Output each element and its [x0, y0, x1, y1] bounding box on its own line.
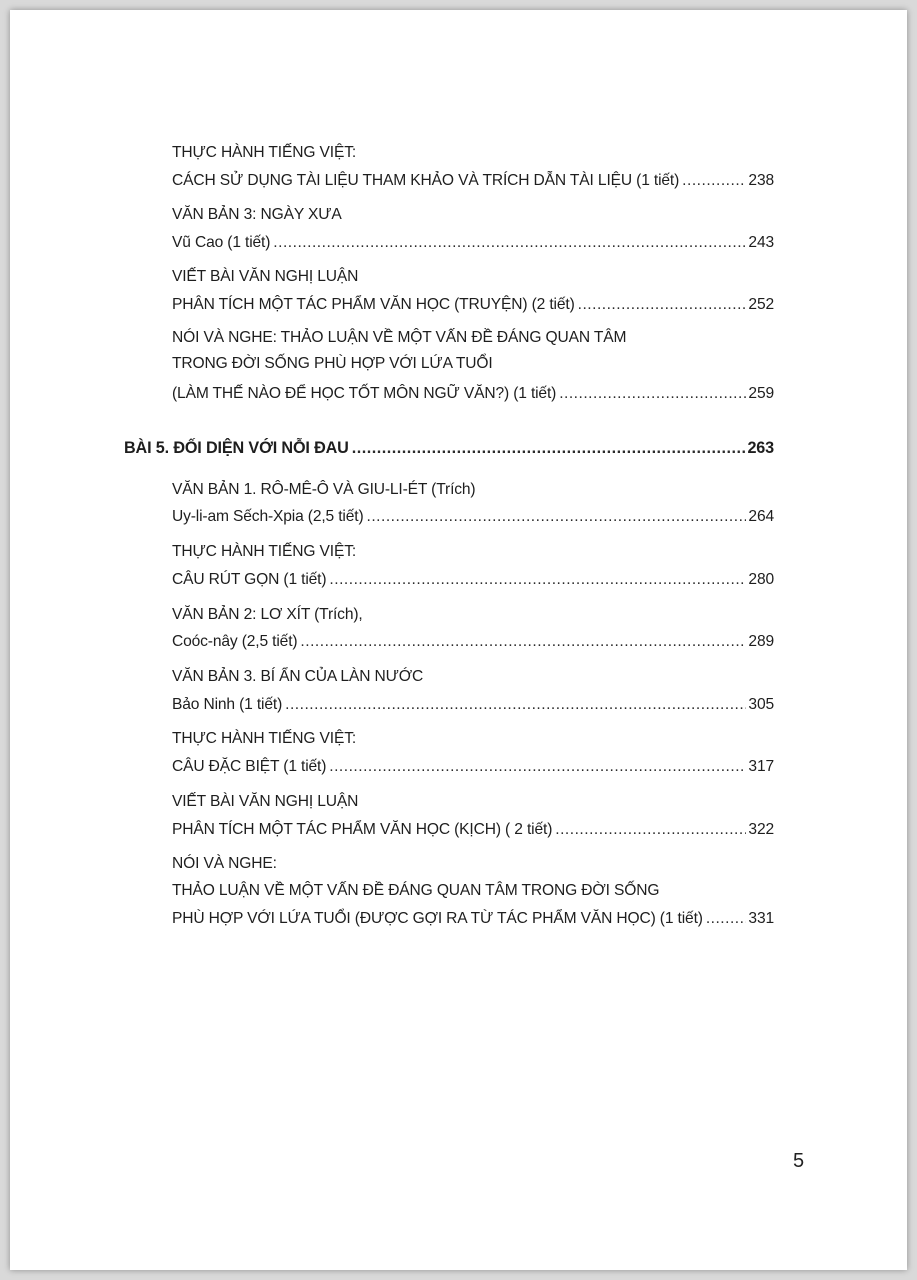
toc-entry: Uy-li-am Sếch-Xpia (2,5 tiết) ..... 264	[172, 506, 774, 528]
page-number: 5	[793, 1150, 805, 1172]
toc-heading: NÓI VÀ NGHE: THẢO LUẬN VỀ MỘT VẤN ĐỀ ĐÁNG QUAN TÂM	[172, 329, 627, 346]
toc-entry: Bảo Ninh (1 tiết) ..... 305	[172, 694, 774, 716]
toc-heading: THẢO LUẬN VỀ MỘT VẤN ĐỀ ĐÁNG QUAN TÂM TRONG ĐỜI SỐNG	[172, 882, 660, 899]
toc-heading: THỰC HÀNH TIẾNG VIỆT:	[172, 730, 357, 747]
toc-heading: THỰC HÀNH TIẾNG VIỆT:	[172, 543, 357, 560]
toc-entry: PHÙ HỢP VỚI LỨA TUỔI (ĐƯỢC GỢI RA TỪ TÁC PHẨM VĂN HỌC) (1 tiết) ..... 331	[172, 908, 774, 930]
table-of-contents	[10, 10, 907, 1270]
toc-entry: PHÂN TÍCH MỘT TÁC PHẨM VĂN HỌC (TRUYỆN) (2 tiết) ..... 252	[172, 294, 774, 316]
document-page	[10, 10, 907, 1270]
toc-entry: Coóc-nây (2,5 tiết) ..... 289	[172, 631, 774, 653]
toc-heading: VIẾT BÀI VĂN NGHỊ LUẬN	[172, 268, 359, 285]
toc-heading: VĂN BẢN 3. BÍ ẨN CỦA LÀN NƯỚC	[172, 668, 424, 685]
toc-entry: CÁCH SỬ DỤNG TÀI LIỆU THAM KHẢO VÀ TRÍCH DẪN TÀI LIỆU (1 tiết) ..... 238	[172, 170, 774, 192]
toc-heading: VĂN BẢN 2: LƠ XÍT (Trích),	[172, 606, 363, 623]
toc-entry: CÂU ĐẶC BIỆT (1 tiết) ..... 317	[172, 756, 774, 778]
toc-heading: TRONG ĐỜI SỐNG PHÙ HỢP VỚI LỨA TUỔI	[172, 355, 493, 372]
toc-entry: PHÂN TÍCH MỘT TÁC PHẨM VĂN HỌC (KỊCH) ( 2 tiết) ..... 322	[172, 819, 774, 841]
toc-heading: NÓI VÀ NGHE:	[172, 855, 277, 872]
toc-heading: VIẾT BÀI VĂN NGHỊ LUẬN	[172, 793, 359, 810]
toc-entry: (LÀM THẾ NÀO ĐỂ HỌC TỐT MÔN NGỮ VĂN?) (1 tiết) ..... 259	[172, 383, 774, 405]
toc-entry: Vũ Cao (1 tiết) ..... 243	[172, 232, 774, 254]
toc-heading: VĂN BẢN 1. RÔ-MÊ-Ô VÀ GIU-LI-ÉT (Trích)	[172, 481, 476, 498]
toc-heading: THỰC HÀNH TIẾNG VIỆT:	[172, 144, 357, 161]
toc-chapter: BÀI 5. ĐỐI DIỆN VỚI NỖI ĐAU ..... 263	[124, 437, 774, 459]
toc-entry: CÂU RÚT GỌN (1 tiết) ..... 280	[172, 569, 774, 591]
toc-heading: VĂN BẢN 3: NGÀY XƯA	[172, 206, 342, 223]
